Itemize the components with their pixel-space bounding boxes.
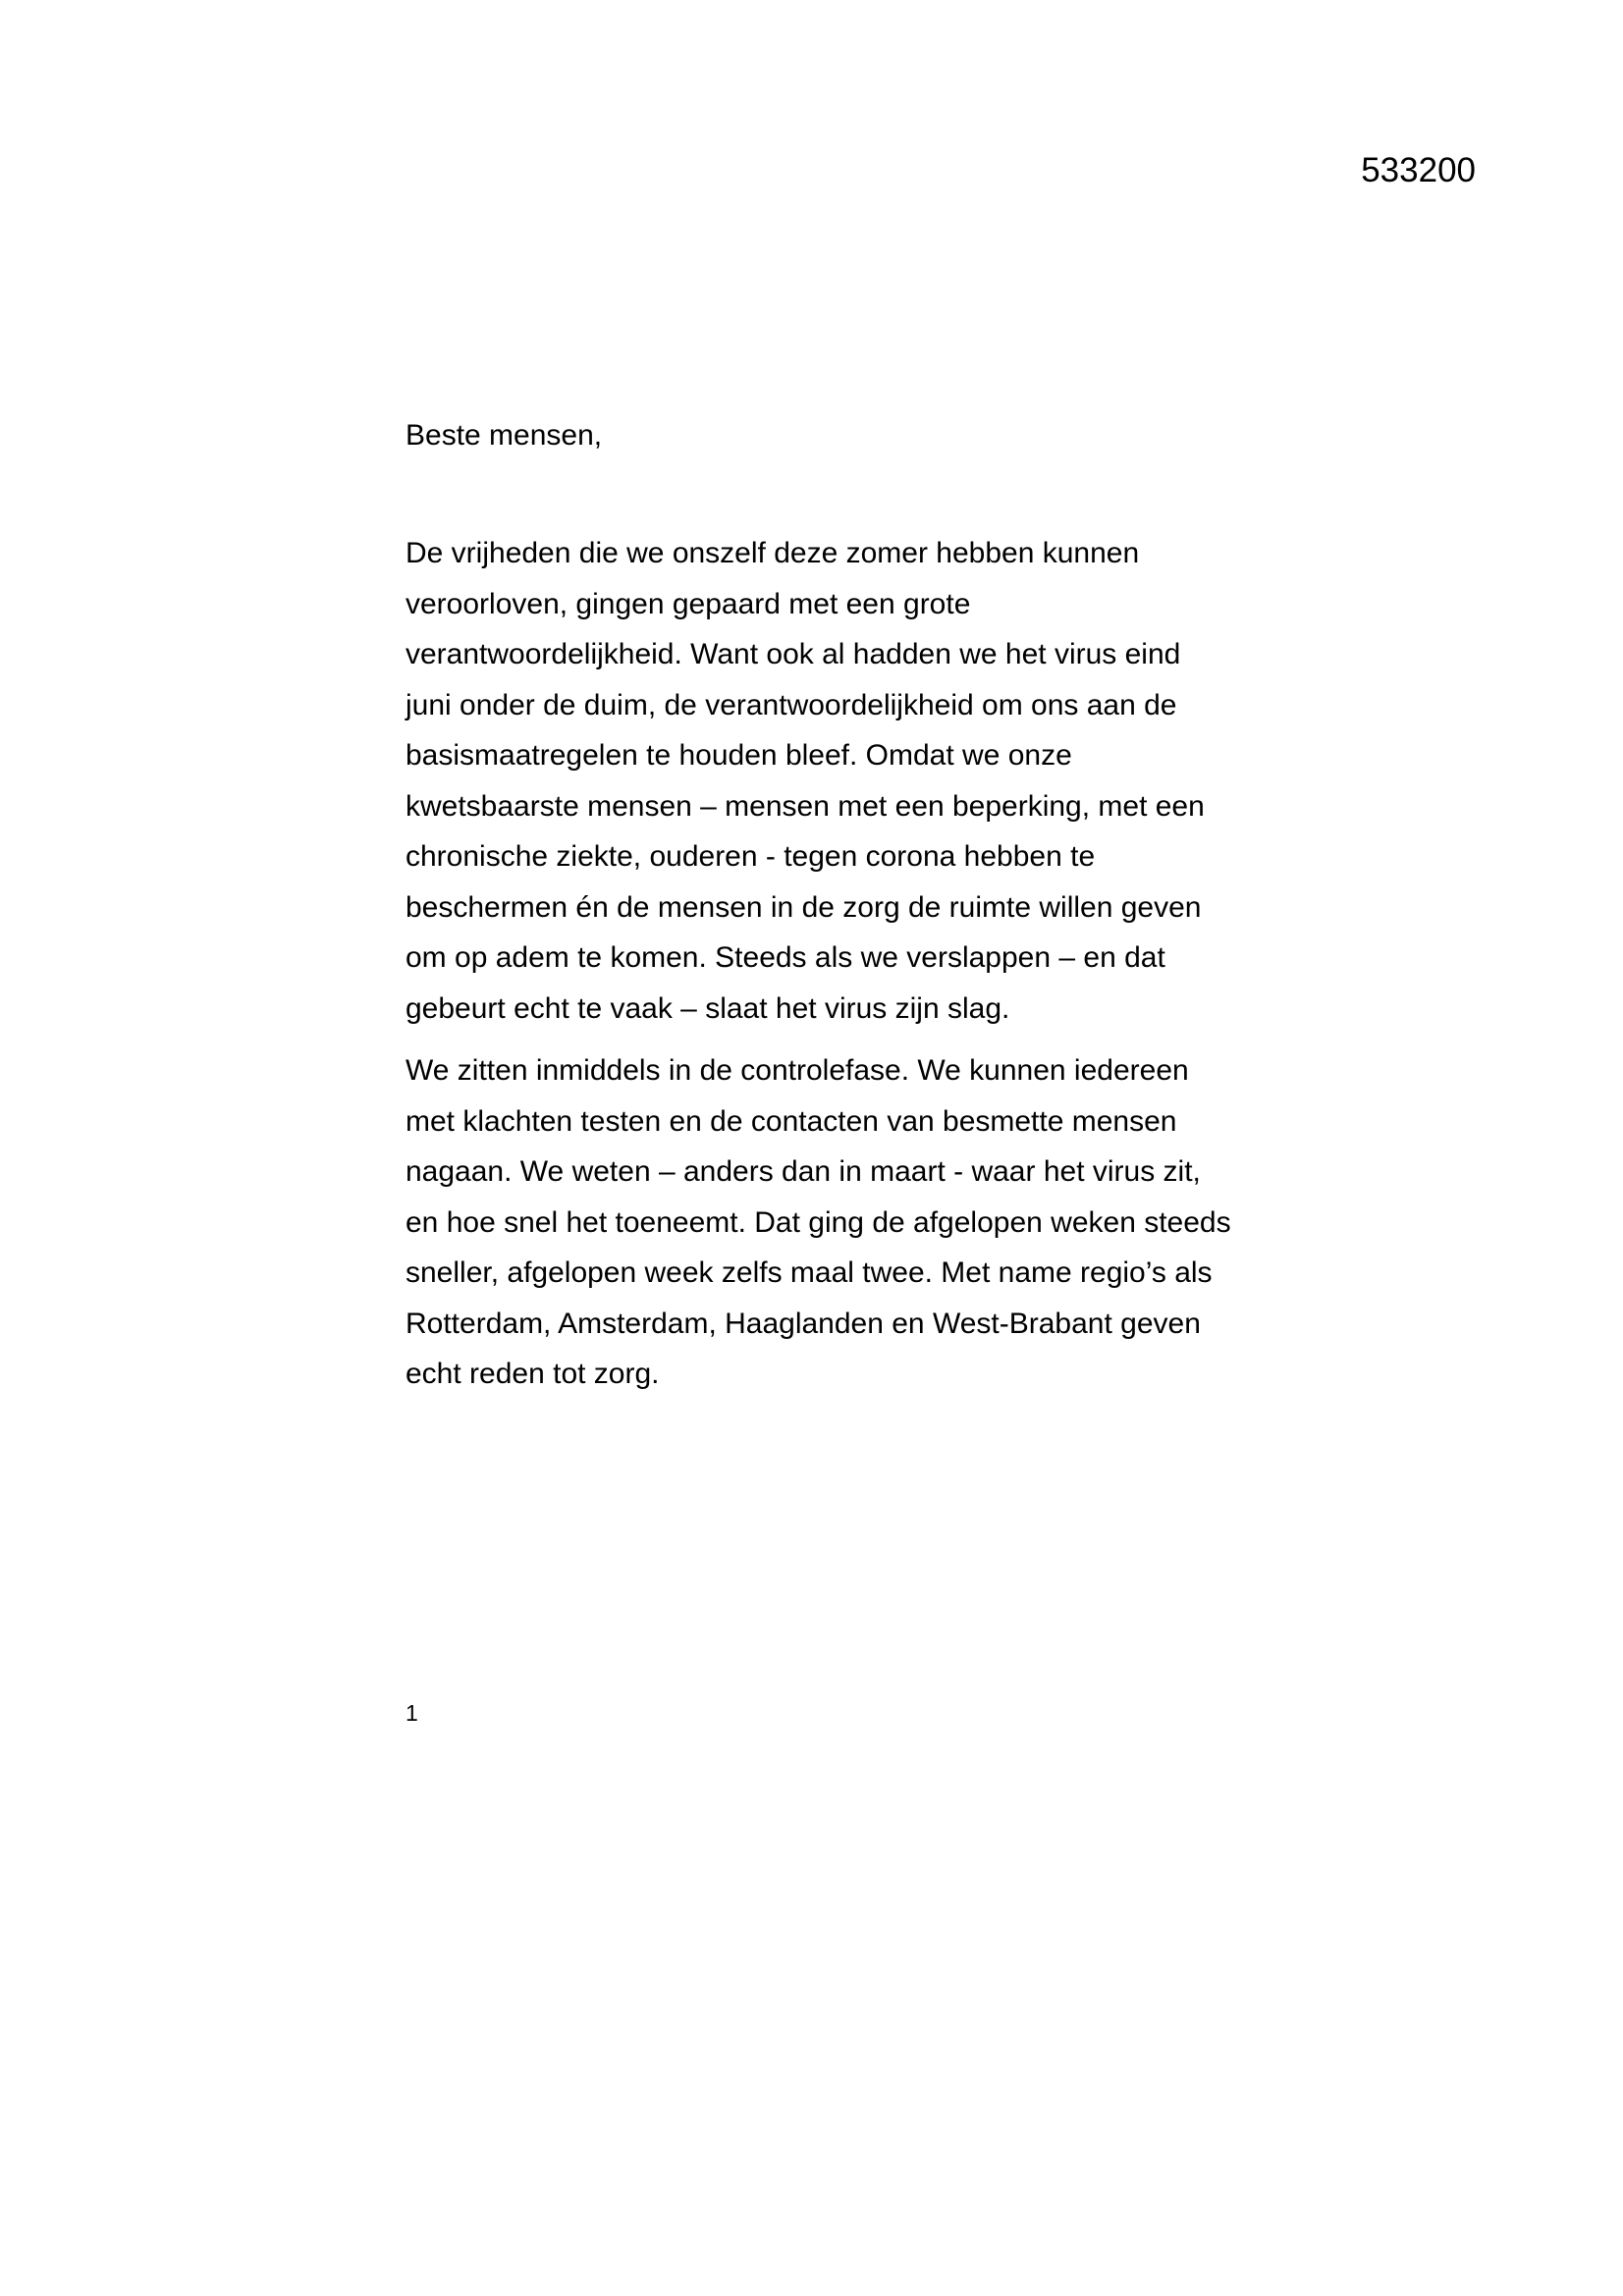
text-line: sneller, afgelopen week zelfs maal twee. Met name regio’s als (406, 1256, 1213, 1289)
text-line: De vrijheden die we onszelf deze zomer hebben kunnen (406, 537, 1140, 569)
paragraph-2 (406, 1045, 1270, 1400)
page-number: 1 (406, 1700, 418, 1726)
text-line: verantwoordelijkheid. Want ook al hadden we het virus eind (406, 638, 1181, 670)
text-line: echt reden tot zorg. (406, 1358, 660, 1390)
document-reference-number: 533200 (1361, 151, 1476, 189)
text-line: nagaan. We weten – anders dan in maart - waar het virus zit, (406, 1155, 1201, 1188)
text-line: chronische ziekte, ouderen - tegen corona hebben te (406, 840, 1096, 873)
text-line: om op adem te komen. Steeds als we verslappen – en dat (406, 941, 1165, 974)
text-line: en hoe snel het toeneemt. Dat ging de afgelopen weken steeds (406, 1205, 1231, 1239)
paragraph-1 (406, 528, 1270, 1034)
greeting: Beste mensen, (406, 419, 603, 452)
text-line: met klachten testen en de contacten van besmette mensen (406, 1104, 1177, 1138)
text-line: veroorloven, gingen gepaard met een grote (406, 587, 971, 620)
text-line: gebeurt echt te vaak – slaat het virus zijn slag. (406, 991, 1010, 1025)
text-line: beschermen én de mensen in de zorg de ruimte willen geven (406, 890, 1202, 924)
text-line: juni onder de duim, de verantwoordelijkheid om ons aan de (406, 688, 1177, 721)
text-line: kwetsbaarste mensen – mensen met een beperking, met een (406, 789, 1205, 823)
text-line: We zitten inmiddels in de controlefase. We kunnen iedereen (406, 1054, 1189, 1087)
text-line: basismaatregelen te houden bleef. Omdat we onze (406, 739, 1072, 772)
text-line: Rotterdam, Amsterdam, Haaglanden en West-Brabant geven (406, 1307, 1201, 1340)
